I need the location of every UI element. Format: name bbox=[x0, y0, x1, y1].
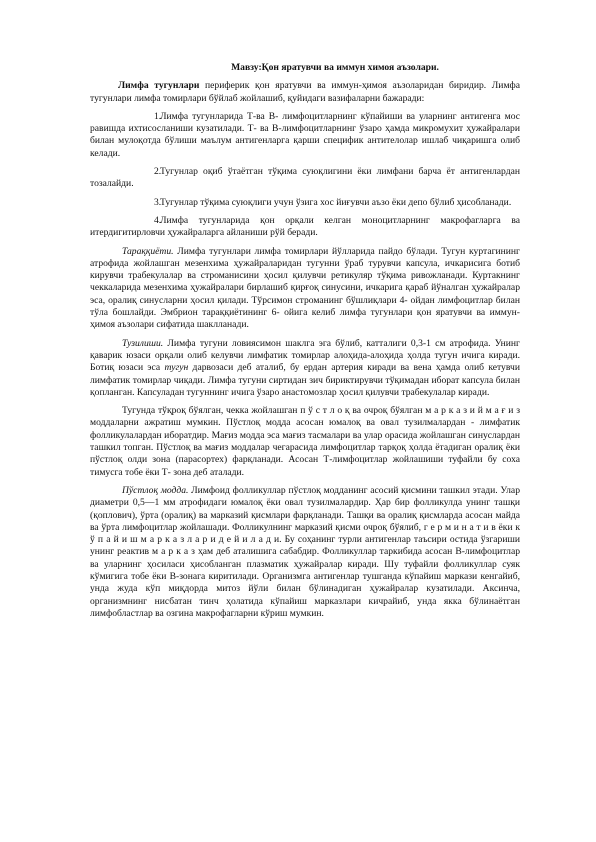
development-paragraph bbox=[90, 246, 520, 332]
development-term: Тараққиёти. bbox=[122, 245, 174, 257]
structure-paragraph bbox=[90, 338, 520, 399]
zones-text-3: моддаларни ажратиш мумкин. Пўстлоқ модда асосан юмалоқ ва овал тузилмалардан - лимфатик фолликулалардан иборатдир. Мағиз модда эса мағиз тасмалари ва улар орасида жойлашган синуслардан ташкил топган. Пўстлоқ ва мағиз моддалар чегарасида лимфоцитлар тарқоқ ҳолда ётадиган оралиқ ёки пўстлоқ олди зона (парасортех) фарқланади. Асосан Т-лимфоцитлар жойлашиши туфайли бу соха тимусга тобе ёки Т- зона деб аталади. bbox=[90, 417, 520, 478]
development-text: Лимфа тугунлари лимфа томирлари йўлларида пайдо бўлади. Тугун куртагининг атрофида жойлашган мезенхима ҳужайраларидан тугунни ўраб турувчи капсула, ичкарисига ботиб кирувчи трабекулалар ва строманисини ҳосил қилувчи ретикуляр тўқима ривожланади. Куртакнинг чеккаларида мезенхима ҳужайралари бирлашиб қирғоқ синусини, ичкарига қараб йўналган ҳужайралар эса, оралиқ синусларни ҳосил қилади. Тўрсимон строманинг бўшлиқлари 4- ойдан лимфоцитлар билан тўла бошлайди. Эмбрион тараққиётининг 6- ойига келиб лимфа тугунлари қон яратувчи ва иммун-ҳимоя аъзолари сифатида шаклланади. bbox=[90, 245, 520, 331]
cortical-center: м а р к а з bbox=[152, 546, 195, 558]
intro-term: Лимфа тугунлари bbox=[118, 80, 200, 92]
structure-term-gate: тугун bbox=[164, 362, 189, 374]
list-item-number: 3. bbox=[154, 196, 162, 208]
list-item-text: Тугунлар тўқима суюқлиги учун ўзига хос йиғувчи аъзо ёки депо бўлиб ҳисобланади. bbox=[160, 196, 512, 208]
list-item-number: 2. bbox=[154, 166, 162, 178]
zones-text-1: Тугунда тўқроқ бўялган, чекка жойлашган bbox=[122, 405, 301, 417]
zones-cortex: п ў с т л о қ bbox=[300, 405, 350, 417]
list-item-text: Тугунлар оқиб ўтаётган тўқима суюқлигини ёки лимфани барча ёт антигенлардан тозалайди. bbox=[90, 166, 520, 190]
list-item-text: Лимфа тугунларида Т-ва В- лимфоцитларнинг кўпайиши ва уларнинг антигенга мос равишда ихтисосланиши кузатилади. Т- ва В-лимфоцитларнинг ўзаро ҳамда микромухит ҳужайралари билан мулоқотда бўлиши маълум антигенларга қарши специфик антителолар ишлаб чиқаришга олиб келади. bbox=[90, 110, 520, 159]
structure-term: Тузилиши. bbox=[122, 337, 164, 349]
zones-paragraph bbox=[90, 405, 520, 479]
list-item bbox=[90, 215, 520, 240]
cortical-paragraph bbox=[90, 485, 520, 620]
list-item bbox=[90, 166, 520, 191]
zones-medulla: м а р к а з и й м а ғ и з bbox=[425, 405, 520, 417]
list-item bbox=[90, 197, 520, 209]
zones-text-2: ва очроқ бўялган bbox=[349, 405, 426, 417]
list-item-number: 1. bbox=[154, 110, 162, 122]
intro-text: периферик қон яратувчи ва иммун-ҳимоя аъзоларидан биридир. Лимфа тугунлари лимфа томирлари бўйлаб жойлашиб, қуйидаги вазифаларни бажаради: bbox=[90, 80, 520, 104]
cortical-repro: к ў п а й и ш м а р к а з л а р и д е й и л а д и bbox=[90, 521, 520, 546]
list-item-number: 4. bbox=[154, 214, 162, 226]
list-item-text: Лимфа тугунларида қон орқали келган моноцитларнинг макрофагларга ва итердигитирловчи ҳужайраларга айланиши рўй беради. bbox=[90, 214, 520, 239]
cortical-term: Пўстлоқ модда. bbox=[122, 484, 189, 496]
cortical-text-3: . Бу соҳанинг турли антигенлар таъсири остида ўзгариши унинг реактив bbox=[90, 534, 520, 558]
page-title: Мавзу:Қон яратувчи ва иммун химоя аъзолари. bbox=[231, 62, 439, 73]
structure-text-2: дарвозаси деб аталиб, бу ердан артерия киради ва вена ҳамда олиб кетувчи лимфатик томирлар чиқади. Лимфа тугуни сиртидан зич бириктирувчи тўқимадан иборат капсула билан қопланган. Капсуладан тугуннинг ичига ўзаро анастомозлар ҳосил қилувчи трабекулалар киради. bbox=[90, 362, 520, 398]
list-item bbox=[90, 111, 520, 160]
structure-text-1: Лимфа тугуни ловиясимон шаклга эга бўлиб, катталиги 0,3-1 см атрофида. Унинг қаварик юзаси орқали олиб келувчи лимфатик томирлар алоҳида-алоҳида ҳолда тугун ичига киради. Ботиқ юзаси эса bbox=[90, 337, 520, 374]
cortical-text-2: ёки bbox=[495, 521, 516, 533]
cortical-text-4: ҳам деб аталишига сабабдир. Фолликуллар таркибида асосан В-лимфоцитлар ва уларнинг ҳосиласи ҳисобланган плазматик ҳужайралар киради. Шу туфайли фолликуллар суяк кўмигига тобе ёки В-зонага киритилади. Организмга антигенлар тушганда кўпайиш маркази кенгайиб, унда жуда кўп миқдорда митоз йўли билан бўлинадиган ҳужайралар кузатилади. Аксинча, организмнинг нисбатан тинч ҳолатида кўпайиш марказлари кичрайиб, унда якка бўлинаётган лимфобластлар ва озгина макрофагларни кўриш мумкин. bbox=[90, 546, 521, 619]
cortical-germ: г е р м и н а т и в bbox=[423, 521, 496, 533]
document-page bbox=[90, 62, 520, 626]
cortical-text-1: Лимфоид фолликуллар пўстлоқ модданинг асосий қисмини ташкил этади. Улар диаметри 0,5—1 мм атрофидаги юмалоқ ёки овал тузилмалардир. Ҳар бир фолликулда унинг ташқи (қоплович), ўрта (оралиқ) ва марказий қисмлари фарқланади. Ташқи ва оралиқ қисмларда асосан майда ва ўрта лимфоцитлар жойлашади. Фолликулнинг марказий қисми очроқ бўялиб, bbox=[90, 484, 520, 533]
intro-paragraph bbox=[90, 80, 520, 105]
